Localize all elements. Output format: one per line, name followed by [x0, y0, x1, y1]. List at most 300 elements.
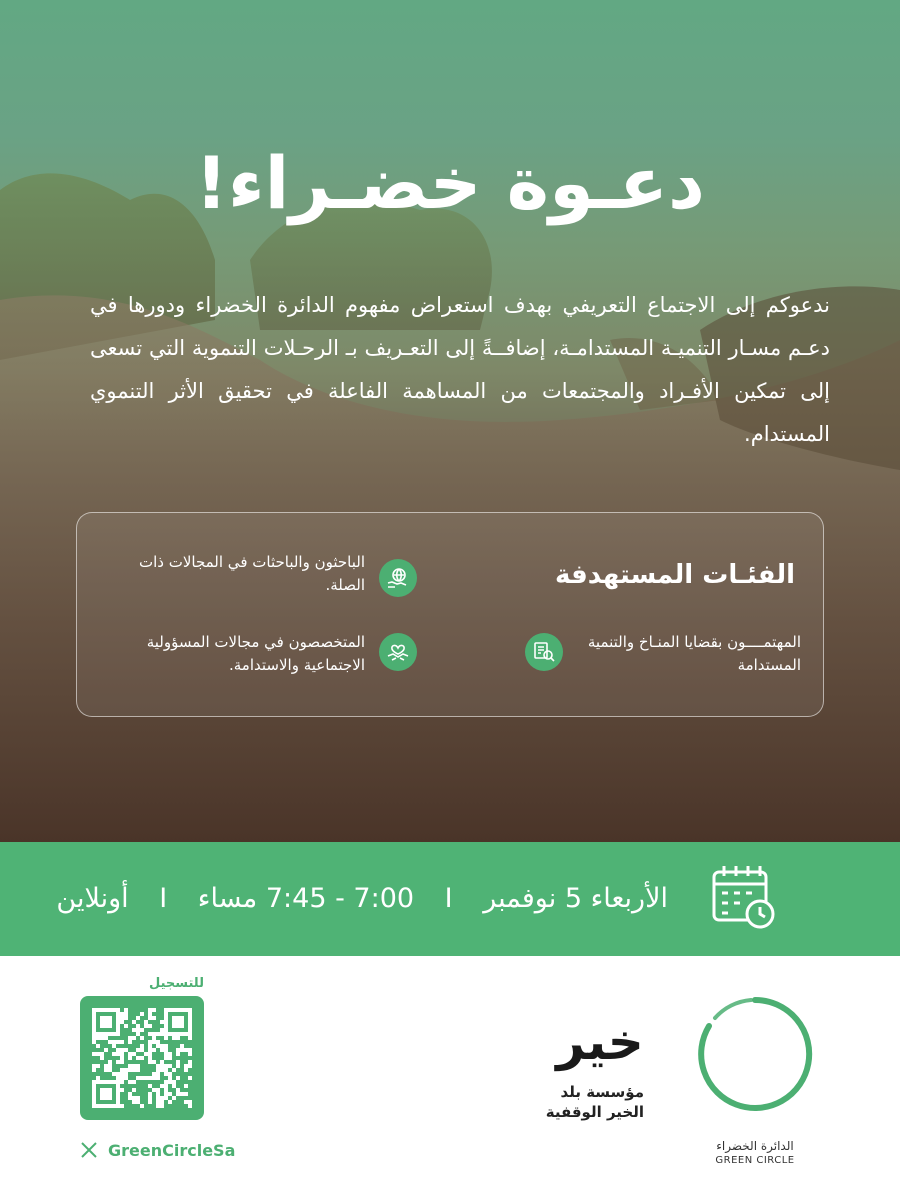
qr-module: [168, 1076, 172, 1080]
qr-module: [132, 1036, 136, 1040]
qr-module: [92, 1064, 96, 1068]
qr-module: [120, 1012, 124, 1016]
qr-module: [160, 1060, 164, 1064]
qr-module: [92, 1084, 96, 1088]
qr-module: [144, 1076, 148, 1080]
qr-module: [156, 1104, 160, 1108]
green-circle-logo: [690, 988, 820, 1178]
qr-module: [180, 1020, 184, 1024]
qr-module: [156, 1040, 160, 1044]
qr-module: [108, 1008, 112, 1012]
qr-module: [168, 1100, 172, 1104]
qr-module: [148, 1040, 152, 1044]
qr-module: [92, 1020, 96, 1024]
qr-module: [100, 1024, 104, 1028]
footer: [0, 956, 900, 1200]
qr-module: [128, 1056, 132, 1060]
qr-module: [180, 1092, 184, 1096]
qr-module: [116, 1080, 120, 1084]
qr-module: [96, 1044, 100, 1048]
qr-module: [100, 1080, 104, 1084]
qr-module: [160, 1104, 164, 1108]
qr-module: [148, 1096, 152, 1100]
qr-module: [184, 1092, 188, 1096]
qr-module: [148, 1012, 152, 1016]
qr-module: [92, 1088, 96, 1092]
qr-module: [96, 1080, 100, 1084]
qr-module: [168, 1032, 172, 1036]
qr-module: [116, 1028, 120, 1032]
qr-module: [104, 1096, 108, 1100]
qr-module: [136, 1048, 140, 1052]
qr-module: [188, 1024, 192, 1028]
qr-module: [128, 1068, 132, 1072]
qr-module: [188, 1060, 192, 1064]
qr-module: [92, 1092, 96, 1096]
qr-module: [124, 1008, 128, 1012]
audience-item-climate: [525, 621, 815, 681]
qr-module: [180, 1048, 184, 1052]
qr-module: [104, 1036, 108, 1040]
qr-module: [136, 1100, 140, 1104]
qr-module: [136, 1016, 140, 1020]
qr-module: [116, 1088, 120, 1092]
qr-module: [104, 1088, 108, 1092]
qr-module: [172, 1080, 176, 1084]
qr-module: [120, 1056, 124, 1060]
qr-module: [120, 1020, 124, 1024]
qr-module: [164, 1052, 168, 1056]
qr-module: [112, 1040, 116, 1044]
qr-module: [108, 1088, 112, 1092]
qr-module: [132, 1020, 136, 1024]
qr-module: [108, 1024, 112, 1028]
qr-module: [168, 1092, 172, 1096]
qr-module: [160, 1084, 164, 1088]
qr-module: [160, 1020, 164, 1024]
qr-module: [188, 1052, 192, 1056]
qr-module: [108, 1060, 112, 1064]
qr-module: [148, 1076, 152, 1080]
qr-module: [96, 1032, 100, 1036]
qr-module: [176, 1060, 180, 1064]
page-title: دعـوة خضـراء!: [194, 141, 705, 225]
org-name-ar: الدائرة الخضراء: [716, 1139, 794, 1153]
qr-module: [180, 1032, 184, 1036]
qr-module: [188, 1100, 192, 1104]
qr-module: [160, 1044, 164, 1048]
qr-module: [116, 1100, 120, 1104]
qr-module: [164, 1084, 168, 1088]
qr-module: [144, 1052, 148, 1056]
qr-module: [148, 1056, 152, 1060]
qr-module: [136, 1028, 140, 1032]
qr-module: [140, 1104, 144, 1108]
qr-module: [92, 1008, 96, 1012]
qr-module: [140, 1056, 144, 1060]
qr-module: [168, 1008, 172, 1012]
qr-module: [96, 1104, 100, 1108]
target-audience-card: [76, 512, 824, 717]
qr-module: [132, 1100, 136, 1104]
qr-module: [116, 1060, 120, 1064]
green-circle-logo-mark: [693, 992, 817, 1116]
document-search-icon: [525, 633, 563, 671]
qr-module: [176, 1076, 180, 1080]
event-details: [56, 878, 668, 920]
qr-module: [176, 1024, 180, 1028]
event-date: الأربعاء 5 نوفمبر: [483, 883, 668, 914]
qr-module: [144, 1024, 148, 1028]
qr-module: [120, 1052, 124, 1056]
qr-module: [168, 1064, 172, 1068]
event-info-band: [0, 842, 900, 956]
qr-module: [172, 1008, 176, 1012]
audience-item-text: المتخصصون في مجالات المسؤولية الاجتماعية والاستدامة.: [146, 633, 365, 674]
qr-module: [116, 1016, 120, 1020]
x-icon: [80, 1141, 98, 1159]
qr-module: [152, 1088, 156, 1092]
qr-module: [100, 1016, 104, 1020]
qr-module: [100, 1036, 104, 1040]
qr-module: [116, 1008, 120, 1012]
calendar-clock-icon: [708, 862, 780, 934]
audience-item-researchers: [97, 547, 417, 607]
qr-module: [116, 1092, 120, 1096]
qr-module: [156, 1100, 160, 1104]
qr-module: [140, 1036, 144, 1040]
qr-module: [184, 1008, 188, 1012]
qr-module: [168, 1080, 172, 1084]
qr-module: [108, 1068, 112, 1072]
qr-module: [156, 1076, 160, 1080]
qr-module: [152, 1032, 156, 1036]
qr-module: [120, 1104, 124, 1108]
qr-module: [184, 1084, 188, 1088]
globe-hand-icon: [379, 559, 417, 597]
qr-module: [188, 1104, 192, 1108]
qr-module: [104, 1068, 108, 1072]
qr-module: [124, 1012, 128, 1016]
qr-module: [104, 1008, 108, 1012]
qr-module: [116, 1096, 120, 1100]
qr-module: [152, 1016, 156, 1020]
qr-module: [176, 1008, 180, 1012]
qr-module: [112, 1032, 116, 1036]
intro-paragraph: ندعوكم إلى الاجتماع التعريفي بهدف استعراض مفهوم الدائرة الخضراء ودورها في دعـم مسـار التنميـة المستدامـة، إضافــةً إلى التعـريف بـ الرحـلات التنموية التي تسعى إلى تمكين الأفـراد والمجتمعات من المساهمة الفاعلة في تحقيق الأثر التنموي المستدام.: [90, 293, 830, 446]
qr-module: [180, 1008, 184, 1012]
qr-module: [168, 1056, 172, 1060]
qr-module: [156, 1092, 160, 1096]
qr-module: [144, 1020, 148, 1024]
qr-module: [164, 1092, 168, 1096]
qr-module: [100, 1092, 104, 1096]
qr-module: [188, 1076, 192, 1080]
qr-module: [164, 1088, 168, 1092]
qr-module: [116, 1052, 120, 1056]
qr-module: [120, 1088, 124, 1092]
qr-module: [160, 1068, 164, 1072]
qr-module: [164, 1096, 168, 1100]
qr-module: [164, 1080, 168, 1084]
qr-module: [140, 1028, 144, 1032]
qr-module: [172, 1084, 176, 1088]
qr-module: [160, 1028, 164, 1032]
separator: I: [444, 883, 453, 914]
audience-item-text: الباحثون والباحثات في المجالات ذات الصلة.: [138, 553, 365, 594]
qr-label: للتسجيل: [148, 976, 204, 991]
qr-module: [140, 1044, 144, 1048]
qr-module: [176, 1048, 180, 1052]
qr-module: [148, 1024, 152, 1028]
qr-module: [188, 1064, 192, 1068]
event-mode: أونلاين: [56, 883, 129, 914]
qr-module: [112, 1072, 116, 1076]
qr-module: [112, 1104, 116, 1108]
qr-module: [164, 1020, 168, 1024]
qr-module: [156, 1096, 160, 1100]
qr-module: [160, 1048, 164, 1052]
qr-module: [152, 1036, 156, 1040]
qr-module: [164, 1008, 168, 1012]
qr-module: [184, 1068, 188, 1072]
qr-module: [168, 1072, 172, 1076]
qr-module: [140, 1012, 144, 1016]
partner-name-line2: الخير الوقفية: [545, 1103, 644, 1121]
qr-module: [156, 1044, 160, 1048]
qr-module: [164, 1032, 168, 1036]
qr-module: [92, 1040, 96, 1044]
qr-module: [172, 1016, 176, 1020]
qr-module: [112, 1052, 116, 1056]
qr-module: [108, 1032, 112, 1036]
qr-module: [160, 1100, 164, 1104]
qr-module: [100, 1096, 104, 1100]
qr-module: [136, 1056, 140, 1060]
qr-module: [116, 1072, 120, 1076]
qr-module: [176, 1092, 180, 1096]
qr-module: [108, 1096, 112, 1100]
event-time: 7:00 - 7:45 مساء: [197, 883, 415, 914]
qr-module: [100, 1032, 104, 1036]
qr-module: [104, 1092, 108, 1096]
qr-module: [124, 1024, 128, 1028]
qr-module: [92, 1100, 96, 1104]
qr-module: [160, 1032, 164, 1036]
qr-module: [104, 1104, 108, 1108]
qr-module: [128, 1052, 132, 1056]
qr-module: [168, 1052, 172, 1056]
qr-module: [92, 1104, 96, 1108]
qr-module: [132, 1096, 136, 1100]
qr-module: [156, 1072, 160, 1076]
qr-module: [132, 1068, 136, 1072]
qr-module: [188, 1012, 192, 1016]
qr-module: [120, 1016, 124, 1020]
qr-module: [112, 1080, 116, 1084]
qr-module: [112, 1008, 116, 1012]
qr-module: [176, 1036, 180, 1040]
qr-module: [176, 1032, 180, 1036]
qr-module: [148, 1084, 152, 1088]
qr-module: [156, 1064, 160, 1068]
qr-module: [152, 1072, 156, 1076]
qr-module: [176, 1052, 180, 1056]
qr-module: [116, 1084, 120, 1088]
qr-module: [124, 1048, 128, 1052]
qr-module: [164, 1072, 168, 1076]
qr-module: [184, 1048, 188, 1052]
qr-module: [92, 1068, 96, 1072]
audience-title: الفئـات المستهدفة: [555, 560, 795, 590]
qr-module: [148, 1044, 152, 1048]
qr-module: [188, 1032, 192, 1036]
qr-module: [124, 1072, 128, 1076]
qr-module: [92, 1080, 96, 1084]
qr-module: [108, 1104, 112, 1108]
qr-module: [104, 1080, 108, 1084]
qr-module: [124, 1076, 128, 1080]
qr-module: [164, 1068, 168, 1072]
qr-module: [116, 1020, 120, 1024]
qr-module: [160, 1064, 164, 1068]
partner-name-line1: مؤسسة بلد: [560, 1083, 644, 1101]
qr-module: [188, 1016, 192, 1020]
qr-module: [148, 1008, 152, 1012]
qr-module: [104, 1048, 108, 1052]
qr-module: [152, 1040, 156, 1044]
qr-module: [184, 1032, 188, 1036]
qr-module: [164, 1056, 168, 1060]
qr-module: [148, 1100, 152, 1104]
qr-module: [164, 1016, 168, 1020]
qr-module: [164, 1044, 168, 1048]
handshake-heart-icon: [379, 633, 417, 671]
qr-module: [100, 1052, 104, 1056]
qr-module: [120, 1060, 124, 1064]
qr-module: [132, 1088, 136, 1092]
qr-module: [92, 1032, 96, 1036]
qr-module: [116, 1024, 120, 1028]
qr-module: [148, 1048, 152, 1052]
separator: I: [159, 883, 168, 914]
qr-module: [160, 1096, 164, 1100]
qr-module: [140, 1076, 144, 1080]
qr-module: [156, 1088, 160, 1092]
org-name-en: GREEN CIRCLE: [715, 1155, 795, 1166]
qr-module: [100, 1056, 104, 1060]
qr-module: [148, 1092, 152, 1096]
qr-module: [172, 1068, 176, 1072]
qr-module: [116, 1040, 120, 1044]
audience-item-text: المهتمــــون بقضايا المنـاخ والتنمية المستدامة: [587, 633, 801, 674]
qr-module: [164, 1028, 168, 1032]
qr-module: [152, 1076, 156, 1080]
qr-module: [164, 1048, 168, 1052]
qr-module: [120, 1080, 124, 1084]
qr-module: [120, 1068, 124, 1072]
qr-module: [92, 1052, 96, 1056]
social-link[interactable]: [80, 1138, 235, 1162]
qr-module: [172, 1032, 176, 1036]
qr-module: [172, 1020, 176, 1024]
qr-module: [96, 1008, 100, 1012]
qr-module: [96, 1052, 100, 1056]
qr-module: [148, 1060, 152, 1064]
qr-module: [108, 1080, 112, 1084]
audience-item-specialists: [97, 621, 417, 681]
qr-module: [152, 1048, 156, 1052]
qr-module: [96, 1076, 100, 1080]
qr-module: [120, 1040, 124, 1044]
qr-module: [164, 1012, 168, 1016]
qr-module: [92, 1036, 96, 1040]
qr-module: [100, 1104, 104, 1108]
qr-module: [96, 1064, 100, 1068]
qr-module: [136, 1032, 140, 1036]
qr-module: [132, 1028, 136, 1032]
qr-module: [152, 1060, 156, 1064]
qr-module: [104, 1032, 108, 1036]
qr-module: [128, 1092, 132, 1096]
qr-module: [100, 1088, 104, 1092]
qr-module: [124, 1016, 128, 1020]
qr-module: [148, 1016, 152, 1020]
qr-module: [184, 1100, 188, 1104]
qr-module: [164, 1064, 168, 1068]
qr-module: [180, 1044, 184, 1048]
qr-module: [156, 1032, 160, 1036]
qr-module: [172, 1024, 176, 1028]
qr-module: [108, 1040, 112, 1044]
qr-module: [116, 1048, 120, 1052]
qr-module: [172, 1036, 176, 1040]
qr-module: [108, 1020, 112, 1024]
qr-module: [156, 1068, 160, 1072]
qr-module: [132, 1064, 136, 1068]
qr-module: [136, 1068, 140, 1072]
qr-module: [176, 1020, 180, 1024]
qr-module: [172, 1096, 176, 1100]
qr-module: [96, 1036, 100, 1040]
qr-module: [188, 1028, 192, 1032]
qr-module: [176, 1064, 180, 1068]
qr-module: [128, 1080, 132, 1084]
qr-module: [112, 1044, 116, 1048]
qr-module: [176, 1088, 180, 1092]
qr-module: [100, 1020, 104, 1024]
qr-module: [92, 1028, 96, 1032]
qr-module: [92, 1096, 96, 1100]
partner-name: [534, 1082, 644, 1122]
qr-module: [108, 1092, 112, 1096]
partner-logo-mark: خير: [556, 1013, 644, 1071]
qr-module: [92, 1016, 96, 1020]
registration-qr-code[interactable]: [80, 996, 204, 1120]
qr-module: [120, 1076, 124, 1080]
qr-module: [104, 1020, 108, 1024]
qr-module: [164, 1024, 168, 1028]
qr-module: [188, 1020, 192, 1024]
qr-module: [148, 1052, 152, 1056]
qr-module: [176, 1016, 180, 1020]
social-handle: GreenCircleSa: [108, 1140, 236, 1160]
qr-module: [116, 1104, 120, 1108]
qr-module: [136, 1096, 140, 1100]
qr-module: [188, 1036, 192, 1040]
qr-module: [104, 1064, 108, 1068]
qr-module: [164, 1036, 168, 1040]
